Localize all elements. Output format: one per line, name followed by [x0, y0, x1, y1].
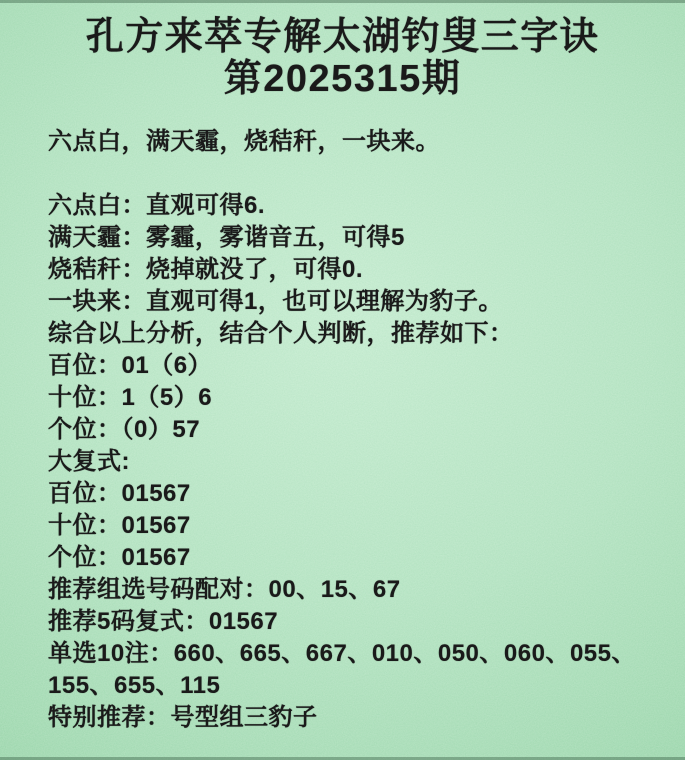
analysis-one-piece: 一块来：直观可得1，也可以理解为豹子。	[48, 288, 503, 315]
ten-single-picks: 单选10注：660、665、667、010、050、060、055、155、655、115	[48, 640, 636, 699]
tens-recommendation: 十位：1（5）6	[48, 384, 213, 411]
compound-units: 个位：01567	[48, 544, 191, 571]
special-recommendation: 特别推荐：号型组三豹子	[48, 704, 318, 731]
compound-hundreds: 百位：01567	[48, 480, 191, 507]
compound-tens: 十位：01567	[48, 512, 191, 539]
analysis-body	[48, 126, 651, 734]
big-compound-heading: 大复式:	[48, 448, 130, 475]
analysis-burning-straw: 烧秸秆：烧掉就没了，可得0.	[48, 256, 364, 283]
analysis-six-dots-white: 六点白：直观可得6.	[48, 192, 266, 219]
document-title	[0, 0, 685, 100]
units-recommendation: 个位：（0）57	[48, 416, 201, 443]
analysis-sky-haze: 满天霾：雾霾，雾谐音五，可得5	[48, 224, 405, 251]
title-main: 孔方来萃专解太湖钓叟三字诀	[85, 16, 600, 58]
hundreds-recommendation: 百位：01（6）	[48, 352, 213, 379]
five-code-compound: 推荐5码复式：01567	[48, 608, 279, 635]
title-issue-number: 第2025315期	[223, 58, 462, 100]
summary-intro: 综合以上分析，结合个人判断，推荐如下：	[48, 320, 514, 347]
group-pair-recommendation: 推荐组选号码配对：00、15、67	[48, 576, 401, 603]
riddle-verse: 六点白，满天霾，烧秸秆，一块来。	[48, 128, 440, 155]
